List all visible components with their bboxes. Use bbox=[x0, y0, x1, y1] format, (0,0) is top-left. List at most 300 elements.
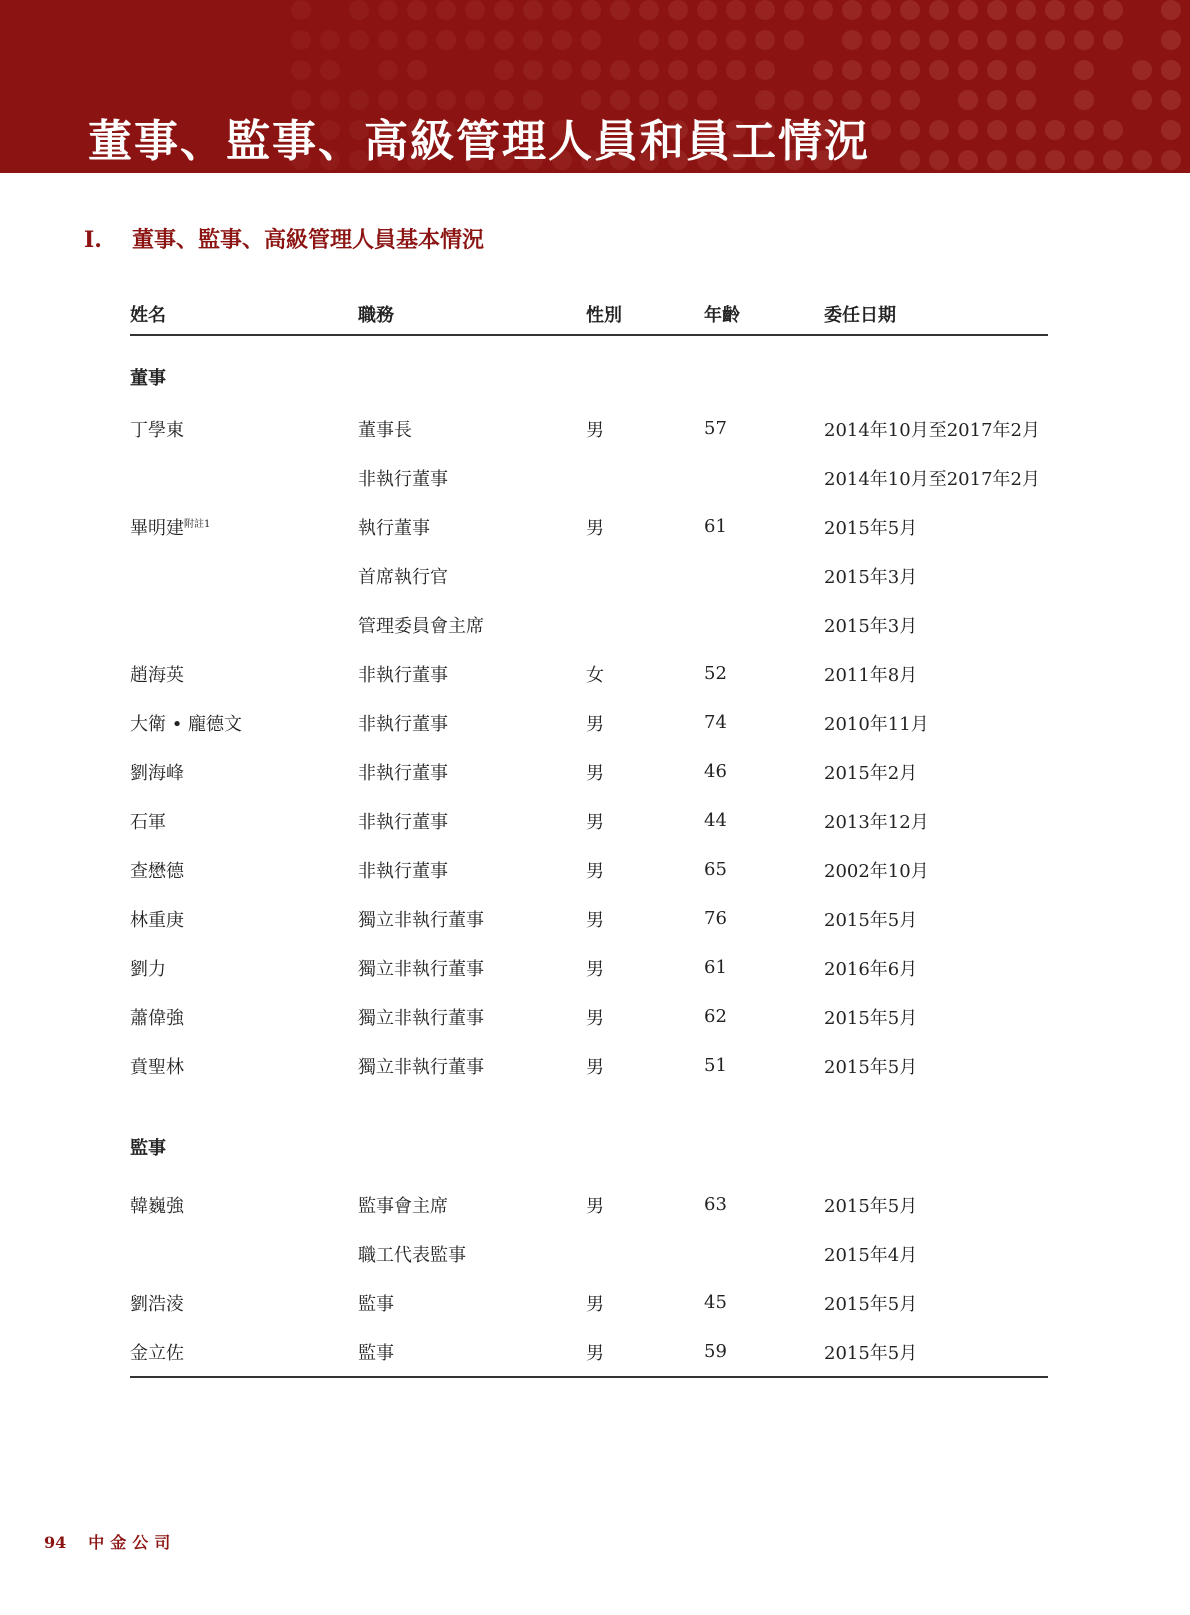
decorative-dot bbox=[1132, 90, 1152, 110]
cell-date-text: 2015年5月 bbox=[824, 517, 918, 539]
cell-gender bbox=[586, 600, 704, 649]
group-row bbox=[130, 1090, 1048, 1180]
table-row bbox=[130, 551, 1048, 600]
table-row bbox=[130, 894, 1048, 943]
cell-date-text: 2015年5月 bbox=[824, 1293, 918, 1315]
cell-date-text: 2015年5月 bbox=[824, 1342, 918, 1364]
table-row bbox=[130, 1278, 1048, 1327]
cell-date-text: 2015年5月 bbox=[824, 909, 918, 931]
table-body bbox=[130, 335, 1048, 1377]
cell-position bbox=[358, 1229, 586, 1278]
cell-date-text: 2015年3月 bbox=[824, 566, 918, 588]
cell-date bbox=[824, 845, 1048, 894]
cell-name bbox=[130, 943, 358, 992]
decorative-dot bbox=[1045, 0, 1065, 20]
cell-age bbox=[704, 894, 824, 943]
cell-date-text: 2015年5月 bbox=[824, 1007, 918, 1029]
cell-age-text: 59 bbox=[704, 1341, 727, 1362]
decorative-dot bbox=[958, 150, 978, 170]
decorative-dot bbox=[1074, 90, 1094, 110]
decorative-dot bbox=[320, 30, 340, 50]
cell-date-text: 2015年3月 bbox=[824, 615, 918, 637]
cell-age bbox=[704, 502, 824, 551]
cell-gender-text: 男 bbox=[586, 1056, 604, 1078]
decorative-dot bbox=[697, 60, 717, 80]
cell-gender bbox=[586, 404, 704, 453]
page-footer bbox=[44, 1530, 176, 1553]
cell-age bbox=[704, 404, 824, 453]
cell-date bbox=[824, 796, 1048, 845]
decorative-dot bbox=[378, 60, 398, 80]
cell-gender bbox=[586, 1041, 704, 1090]
cell-gender bbox=[586, 894, 704, 943]
cell-name bbox=[130, 502, 358, 551]
decorative-dot bbox=[1074, 120, 1094, 140]
cell-name-text: 查懋德 bbox=[130, 860, 184, 882]
decorative-dot bbox=[987, 60, 1007, 80]
personnel-table-container bbox=[130, 300, 1048, 1378]
decorative-dot bbox=[1045, 150, 1065, 170]
group-label: 監事 bbox=[130, 1138, 166, 1159]
cell-age-text: 61 bbox=[704, 957, 727, 978]
cell-gender-text: 男 bbox=[586, 1342, 604, 1364]
section-title: 董事、監事、高級管理人員基本情況 bbox=[132, 227, 485, 253]
cell-name-text: 蕭偉強 bbox=[130, 1007, 184, 1029]
cell-age-text: 44 bbox=[704, 810, 727, 831]
cell-date bbox=[824, 943, 1048, 992]
cell-name-text: 林重庚 bbox=[130, 909, 184, 931]
table-row bbox=[130, 649, 1048, 698]
cell-date bbox=[824, 600, 1048, 649]
cell-date bbox=[824, 551, 1048, 600]
decorative-dot bbox=[581, 30, 601, 50]
decorative-dot bbox=[378, 0, 398, 20]
cell-name bbox=[130, 600, 358, 649]
cell-age-text: 76 bbox=[704, 908, 727, 929]
company-name: 中金公司 bbox=[88, 1533, 177, 1552]
cell-position bbox=[358, 992, 586, 1041]
decorative-dot bbox=[349, 30, 369, 50]
decorative-dot bbox=[1016, 150, 1036, 170]
decorative-dot bbox=[900, 60, 920, 80]
cell-position bbox=[358, 453, 586, 502]
decorative-dot bbox=[407, 0, 427, 20]
cell-position-text: 獨立非執行董事 bbox=[358, 958, 484, 980]
cell-date bbox=[824, 1041, 1048, 1090]
decorative-dot bbox=[929, 150, 949, 170]
cell-gender bbox=[586, 453, 704, 502]
cell-position bbox=[358, 649, 586, 698]
cell-date bbox=[824, 649, 1048, 698]
cell-name-text: 劉海峰 bbox=[130, 762, 184, 784]
cell-name bbox=[130, 453, 358, 502]
decorative-dot bbox=[639, 60, 659, 80]
decorative-dot bbox=[1161, 0, 1181, 20]
cell-date-text: 2014年10月至2017年2月 bbox=[824, 419, 1040, 441]
decorative-dot bbox=[958, 30, 978, 50]
cell-date bbox=[824, 1229, 1048, 1278]
table-row bbox=[130, 1229, 1048, 1278]
decorative-dot bbox=[1161, 120, 1181, 140]
decorative-dot bbox=[1103, 0, 1123, 20]
cell-position-text: 獨立非執行董事 bbox=[358, 1007, 484, 1029]
cell-position-text: 管理委員會主席 bbox=[358, 615, 484, 637]
cell-name bbox=[130, 1327, 358, 1377]
cell-gender bbox=[586, 943, 704, 992]
header-gender: 性別 bbox=[586, 300, 704, 335]
decorative-dot bbox=[842, 0, 862, 20]
table-row bbox=[130, 698, 1048, 747]
cell-date bbox=[824, 747, 1048, 796]
cell-age bbox=[704, 796, 824, 845]
cell-position-text: 非執行董事 bbox=[358, 860, 448, 882]
decorative-dot bbox=[1103, 120, 1123, 140]
cell-date bbox=[824, 992, 1048, 1041]
cell-position-text: 董事長 bbox=[358, 419, 412, 441]
footnote-marker: 附註1 bbox=[184, 518, 211, 530]
table-row bbox=[130, 600, 1048, 649]
cell-age bbox=[704, 747, 824, 796]
cell-gender bbox=[586, 551, 704, 600]
cell-position-text: 獨立非執行董事 bbox=[358, 909, 484, 931]
decorative-dot bbox=[1132, 60, 1152, 80]
cell-name bbox=[130, 747, 358, 796]
cell-position-text: 首席執行官 bbox=[358, 566, 448, 588]
cell-date-text: 2002年10月 bbox=[824, 860, 929, 882]
decorative-dot bbox=[726, 30, 746, 50]
decorative-dot bbox=[842, 60, 862, 80]
cell-date-text: 2010年11月 bbox=[824, 713, 929, 735]
decorative-dot bbox=[1016, 60, 1036, 80]
cell-date bbox=[824, 698, 1048, 747]
decorative-dot bbox=[871, 60, 891, 80]
cell-date-text: 2015年2月 bbox=[824, 762, 918, 784]
cell-gender-text: 男 bbox=[586, 1293, 604, 1315]
cell-position bbox=[358, 845, 586, 894]
cell-name bbox=[130, 992, 358, 1041]
decorative-dot bbox=[1161, 150, 1181, 170]
cell-name bbox=[130, 1180, 358, 1229]
decorative-dot bbox=[639, 0, 659, 20]
cell-name-text: 韓巍強 bbox=[130, 1195, 184, 1217]
cell-age bbox=[704, 992, 824, 1041]
cell-gender bbox=[586, 1278, 704, 1327]
cell-date bbox=[824, 894, 1048, 943]
decorative-dot bbox=[1016, 120, 1036, 140]
cell-position bbox=[358, 894, 586, 943]
decorative-dot bbox=[523, 30, 543, 50]
header-name: 姓名 bbox=[130, 300, 358, 335]
cell-position bbox=[358, 600, 586, 649]
table-row bbox=[130, 992, 1048, 1041]
cell-date-text: 2011年8月 bbox=[824, 664, 918, 686]
decorative-dot bbox=[552, 0, 572, 20]
decorative-dot bbox=[494, 30, 514, 50]
cell-gender-text: 男 bbox=[586, 811, 604, 833]
header-date: 委任日期 bbox=[824, 300, 1048, 335]
cell-gender-text: 男 bbox=[586, 1007, 604, 1029]
cell-gender-text: 男 bbox=[586, 713, 604, 735]
decorative-dot bbox=[987, 90, 1007, 110]
cell-name bbox=[130, 404, 358, 453]
decorative-dot bbox=[755, 0, 775, 20]
table-row bbox=[130, 453, 1048, 502]
header-position: 職務 bbox=[358, 300, 586, 335]
decorative-dot bbox=[697, 0, 717, 20]
decorative-dot bbox=[1074, 30, 1094, 50]
cell-age-text: 65 bbox=[704, 859, 727, 880]
decorative-dot bbox=[407, 30, 427, 50]
cell-age bbox=[704, 649, 824, 698]
cell-name-text: 金立佐 bbox=[130, 1342, 184, 1364]
decorative-dot bbox=[1016, 0, 1036, 20]
cell-date-text: 2013年12月 bbox=[824, 811, 929, 833]
decorative-dot bbox=[552, 60, 572, 80]
cell-age bbox=[704, 600, 824, 649]
page-number: 94 bbox=[44, 1533, 67, 1552]
decorative-dot bbox=[1132, 150, 1152, 170]
decorative-dot bbox=[668, 60, 688, 80]
section-heading bbox=[84, 223, 484, 254]
decorative-dot bbox=[465, 0, 485, 20]
table-row bbox=[130, 845, 1048, 894]
table-row bbox=[130, 1041, 1048, 1090]
decorative-dot bbox=[871, 120, 891, 140]
cell-gender bbox=[586, 845, 704, 894]
decorative-dot bbox=[436, 30, 456, 50]
table-row bbox=[130, 1327, 1048, 1377]
cell-gender bbox=[586, 698, 704, 747]
cell-date bbox=[824, 404, 1048, 453]
cell-name bbox=[130, 1041, 358, 1090]
decorative-dot bbox=[436, 0, 456, 20]
cell-gender-text: 男 bbox=[586, 419, 604, 441]
cell-position bbox=[358, 796, 586, 845]
decorative-dot bbox=[784, 0, 804, 20]
cell-age bbox=[704, 845, 824, 894]
cell-gender bbox=[586, 1327, 704, 1377]
cell-age bbox=[704, 1327, 824, 1377]
page-title: 董事、監事、高級管理人員和員工情況 bbox=[88, 116, 870, 167]
cell-date-text: 2014年10月至2017年2月 bbox=[824, 468, 1040, 490]
decorative-dot bbox=[1161, 30, 1181, 50]
decorative-dot bbox=[871, 30, 891, 50]
header-age: 年齡 bbox=[704, 300, 824, 335]
cell-age bbox=[704, 698, 824, 747]
decorative-dot bbox=[349, 0, 369, 20]
decorative-dot bbox=[929, 60, 949, 80]
decorative-dot bbox=[900, 0, 920, 20]
decorative-dot bbox=[494, 0, 514, 20]
cell-position bbox=[358, 1041, 586, 1090]
table-row bbox=[130, 796, 1048, 845]
decorative-dot bbox=[378, 30, 398, 50]
cell-name bbox=[130, 1278, 358, 1327]
cell-age-text: 61 bbox=[704, 516, 727, 537]
cell-date bbox=[824, 1278, 1048, 1327]
decorative-dot bbox=[755, 30, 775, 50]
decorative-dot bbox=[1103, 30, 1123, 50]
cell-date-text: 2016年6月 bbox=[824, 958, 918, 980]
cell-name-text: 劉浩淩 bbox=[130, 1293, 184, 1315]
cell-date bbox=[824, 1180, 1048, 1229]
decorative-dot bbox=[842, 30, 862, 50]
cell-age-text: 63 bbox=[704, 1194, 727, 1215]
cell-position bbox=[358, 1278, 586, 1327]
decorative-dot bbox=[320, 60, 340, 80]
decorative-dot bbox=[1045, 120, 1065, 140]
cell-name bbox=[130, 796, 358, 845]
cell-name bbox=[130, 649, 358, 698]
cell-position-text: 非執行董事 bbox=[358, 713, 448, 735]
cell-gender bbox=[586, 649, 704, 698]
decorative-dot bbox=[987, 150, 1007, 170]
decorative-dot bbox=[929, 0, 949, 20]
decorative-dot bbox=[697, 30, 717, 50]
decorative-dot bbox=[1161, 90, 1181, 110]
cell-age-text: 45 bbox=[704, 1292, 727, 1313]
cell-name bbox=[130, 551, 358, 600]
decorative-dot bbox=[987, 120, 1007, 140]
cell-age-text: 62 bbox=[704, 1006, 727, 1027]
cell-gender-text: 男 bbox=[586, 860, 604, 882]
decorative-dot bbox=[900, 30, 920, 50]
decorative-dot bbox=[1074, 0, 1094, 20]
cell-name bbox=[130, 894, 358, 943]
cell-name-text: 趙海英 bbox=[130, 664, 184, 686]
cell-position bbox=[358, 943, 586, 992]
cell-gender bbox=[586, 796, 704, 845]
decorative-dot bbox=[291, 0, 311, 20]
decorative-dot bbox=[958, 90, 978, 110]
cell-name bbox=[130, 845, 358, 894]
cell-age-text: 46 bbox=[704, 761, 727, 782]
decorative-dot bbox=[900, 150, 920, 170]
decorative-dot bbox=[407, 60, 427, 80]
cell-name bbox=[130, 698, 358, 747]
cell-gender bbox=[586, 502, 704, 551]
decorative-dot bbox=[1074, 60, 1094, 80]
cell-position bbox=[358, 502, 586, 551]
cell-gender bbox=[586, 992, 704, 1041]
cell-position-text: 執行董事 bbox=[358, 517, 430, 539]
cell-gender bbox=[586, 1180, 704, 1229]
cell-age-text: 51 bbox=[704, 1055, 727, 1076]
personnel-table bbox=[130, 300, 1048, 1378]
decorative-dot bbox=[1045, 30, 1065, 50]
cell-date bbox=[824, 1327, 1048, 1377]
decorative-dot bbox=[726, 60, 746, 80]
cell-date-text: 2015年5月 bbox=[824, 1056, 918, 1078]
cell-date-text: 2015年4月 bbox=[824, 1244, 918, 1266]
cell-name-text: 丁學東 bbox=[130, 419, 184, 441]
cell-position-text: 非執行董事 bbox=[358, 762, 448, 784]
decorative-dot bbox=[1074, 150, 1094, 170]
cell-age bbox=[704, 1180, 824, 1229]
cell-gender-text: 男 bbox=[586, 762, 604, 784]
decorative-dot bbox=[900, 90, 920, 110]
decorative-dot bbox=[581, 60, 601, 80]
decorative-dot bbox=[987, 30, 1007, 50]
cell-position-text: 監事 bbox=[358, 1342, 394, 1364]
table-row bbox=[130, 1180, 1048, 1229]
decorative-dot bbox=[494, 60, 514, 80]
decorative-dot bbox=[610, 60, 630, 80]
cell-position-text: 監事 bbox=[358, 1293, 394, 1315]
decorative-dot bbox=[755, 60, 775, 80]
decorative-dot bbox=[813, 0, 833, 20]
decorative-dot bbox=[1103, 150, 1123, 170]
decorative-dot bbox=[929, 30, 949, 50]
decorative-dot bbox=[1016, 30, 1036, 50]
table-row bbox=[130, 404, 1048, 453]
cell-position bbox=[358, 698, 586, 747]
decorative-dot bbox=[291, 30, 311, 50]
cell-name-text: 劉力 bbox=[130, 958, 166, 980]
cell-gender-text: 男 bbox=[586, 1195, 604, 1217]
cell-name bbox=[130, 1229, 358, 1278]
decorative-dot bbox=[958, 0, 978, 20]
cell-position-text: 非執行董事 bbox=[358, 664, 448, 686]
cell-date bbox=[824, 502, 1048, 551]
decorative-dot bbox=[668, 0, 688, 20]
decorative-dot bbox=[1161, 60, 1181, 80]
cell-gender bbox=[586, 747, 704, 796]
table-header-row bbox=[130, 300, 1048, 335]
decorative-dot bbox=[581, 0, 601, 20]
decorative-dot bbox=[668, 30, 688, 50]
decorative-dot bbox=[929, 120, 949, 140]
decorative-dot bbox=[465, 30, 485, 50]
cell-name-text: 大衛 • 龐德文 bbox=[130, 713, 243, 735]
decorative-dot bbox=[291, 60, 311, 80]
section-number: I. bbox=[84, 227, 102, 253]
group-row bbox=[130, 335, 1048, 404]
decorative-dot bbox=[639, 30, 659, 50]
table-row bbox=[130, 943, 1048, 992]
table-row bbox=[130, 502, 1048, 551]
decorative-dot bbox=[552, 30, 572, 50]
cell-name-text: 賁聖林 bbox=[130, 1056, 184, 1078]
cell-gender bbox=[586, 1229, 704, 1278]
decorative-dot bbox=[958, 120, 978, 140]
decorative-dot bbox=[871, 90, 891, 110]
cell-age bbox=[704, 551, 824, 600]
cell-age bbox=[704, 1229, 824, 1278]
cell-age bbox=[704, 1278, 824, 1327]
decorative-dot bbox=[958, 60, 978, 80]
cell-age-text: 52 bbox=[704, 663, 727, 684]
cell-name-text: 畢明建 bbox=[130, 517, 184, 539]
cell-position-text: 獨立非執行董事 bbox=[358, 1056, 484, 1078]
header-banner bbox=[0, 0, 1190, 173]
cell-date bbox=[824, 453, 1048, 502]
decorative-dot bbox=[610, 0, 630, 20]
decorative-dot bbox=[523, 0, 543, 20]
cell-age bbox=[704, 943, 824, 992]
decorative-dot bbox=[813, 60, 833, 80]
decorative-dot bbox=[784, 30, 804, 50]
decorative-dot bbox=[987, 0, 1007, 20]
cell-age bbox=[704, 1041, 824, 1090]
cell-position-text: 監事會主席 bbox=[358, 1195, 448, 1217]
cell-age bbox=[704, 453, 824, 502]
cell-age-text: 57 bbox=[704, 418, 727, 439]
decorative-dot bbox=[726, 0, 746, 20]
decorative-dot bbox=[871, 0, 891, 20]
decorative-dot bbox=[1016, 90, 1036, 110]
cell-gender-text: 男 bbox=[586, 909, 604, 931]
